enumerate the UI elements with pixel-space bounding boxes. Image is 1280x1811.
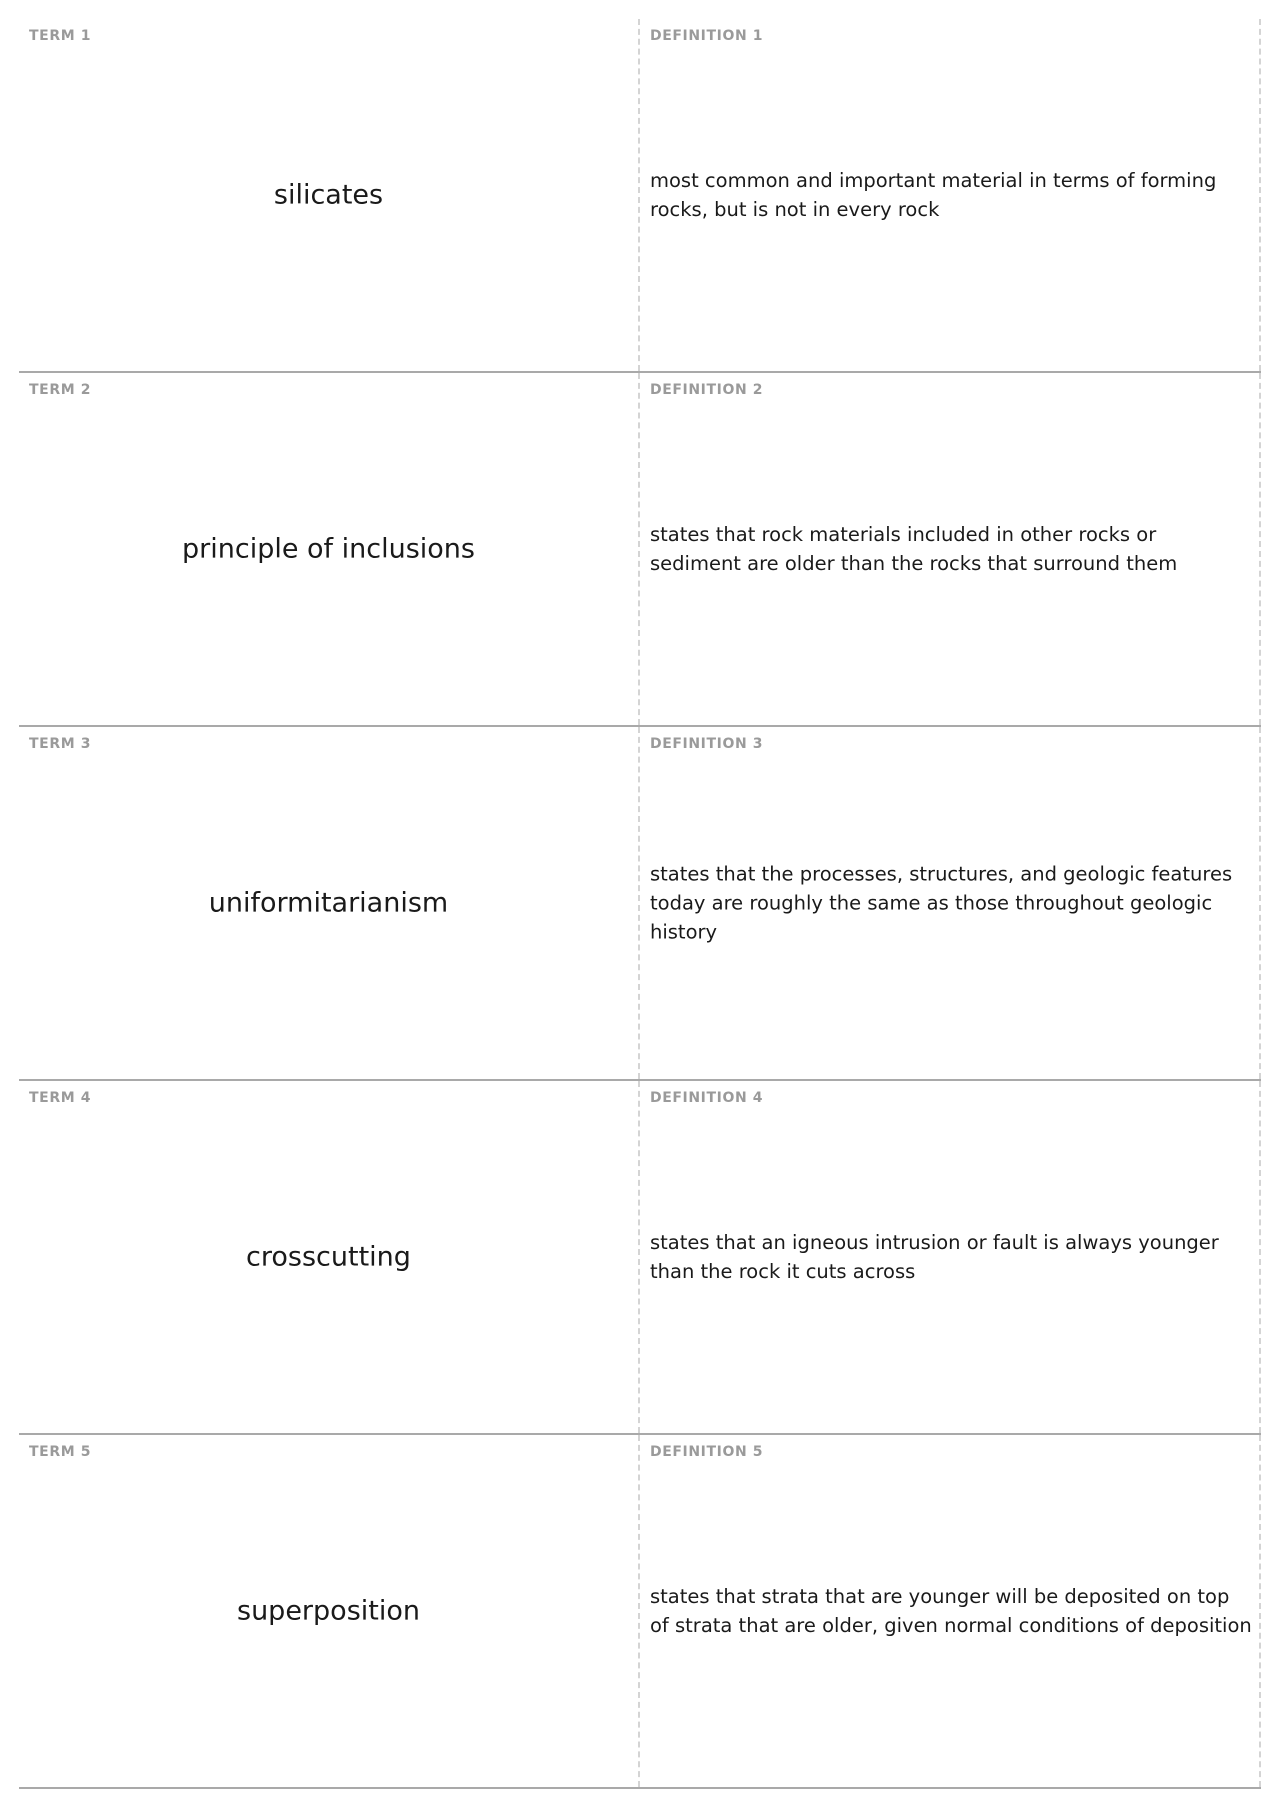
card-row-4 (19, 1081, 1261, 1435)
definition-label: DEFINITION 5 (650, 1444, 764, 1460)
term-text: superposition (237, 1595, 420, 1627)
definition-cell (640, 727, 1261, 1079)
definition-cell (640, 1081, 1261, 1433)
term-label: TERM 4 (29, 1090, 92, 1106)
term-cell (19, 727, 640, 1079)
definition-text: states that an igneous intrusion or fault is always younger than the rock it cuts across (650, 1231, 1219, 1283)
card-row-3 (19, 727, 1261, 1081)
definition-text: states that rock materials included in other rocks or sediment are older than the rocks that surround them (650, 523, 1178, 575)
definition-label: DEFINITION 2 (650, 382, 764, 398)
definition-text: states that the processes, structures, and geologic features today are roughly the same as those throughout geologic history (650, 862, 1233, 944)
term-label: TERM 2 (29, 382, 92, 398)
term-cell (19, 19, 640, 371)
term-text: principle of inclusions (182, 533, 475, 565)
definition-cell (640, 373, 1261, 725)
flashcard-sheet (19, 19, 1261, 1789)
definition-label: DEFINITION 4 (650, 1090, 764, 1106)
definition-label: DEFINITION 3 (650, 736, 764, 752)
term-label: TERM 5 (29, 1444, 92, 1460)
term-cell (19, 1435, 640, 1787)
term-cell (19, 1081, 640, 1433)
definition-text: most common and important material in terms of forming rocks, but is not in every rock (650, 169, 1217, 221)
term-label: TERM 3 (29, 736, 92, 752)
term-cell (19, 373, 640, 725)
definition-cell (640, 19, 1261, 371)
card-row-5 (19, 1435, 1261, 1789)
definition-cell (640, 1435, 1261, 1787)
term-text: uniformitarianism (208, 887, 449, 919)
card-row-2 (19, 373, 1261, 727)
definition-label: DEFINITION 1 (650, 28, 764, 44)
card-row-1 (19, 19, 1261, 373)
term-text: silicates (273, 179, 384, 211)
term-text: crosscutting (246, 1241, 411, 1273)
term-label: TERM 1 (29, 28, 92, 44)
definition-text: states that strata that are younger will be deposited on top of strata that are older, given normal conditions of deposition (650, 1585, 1252, 1637)
